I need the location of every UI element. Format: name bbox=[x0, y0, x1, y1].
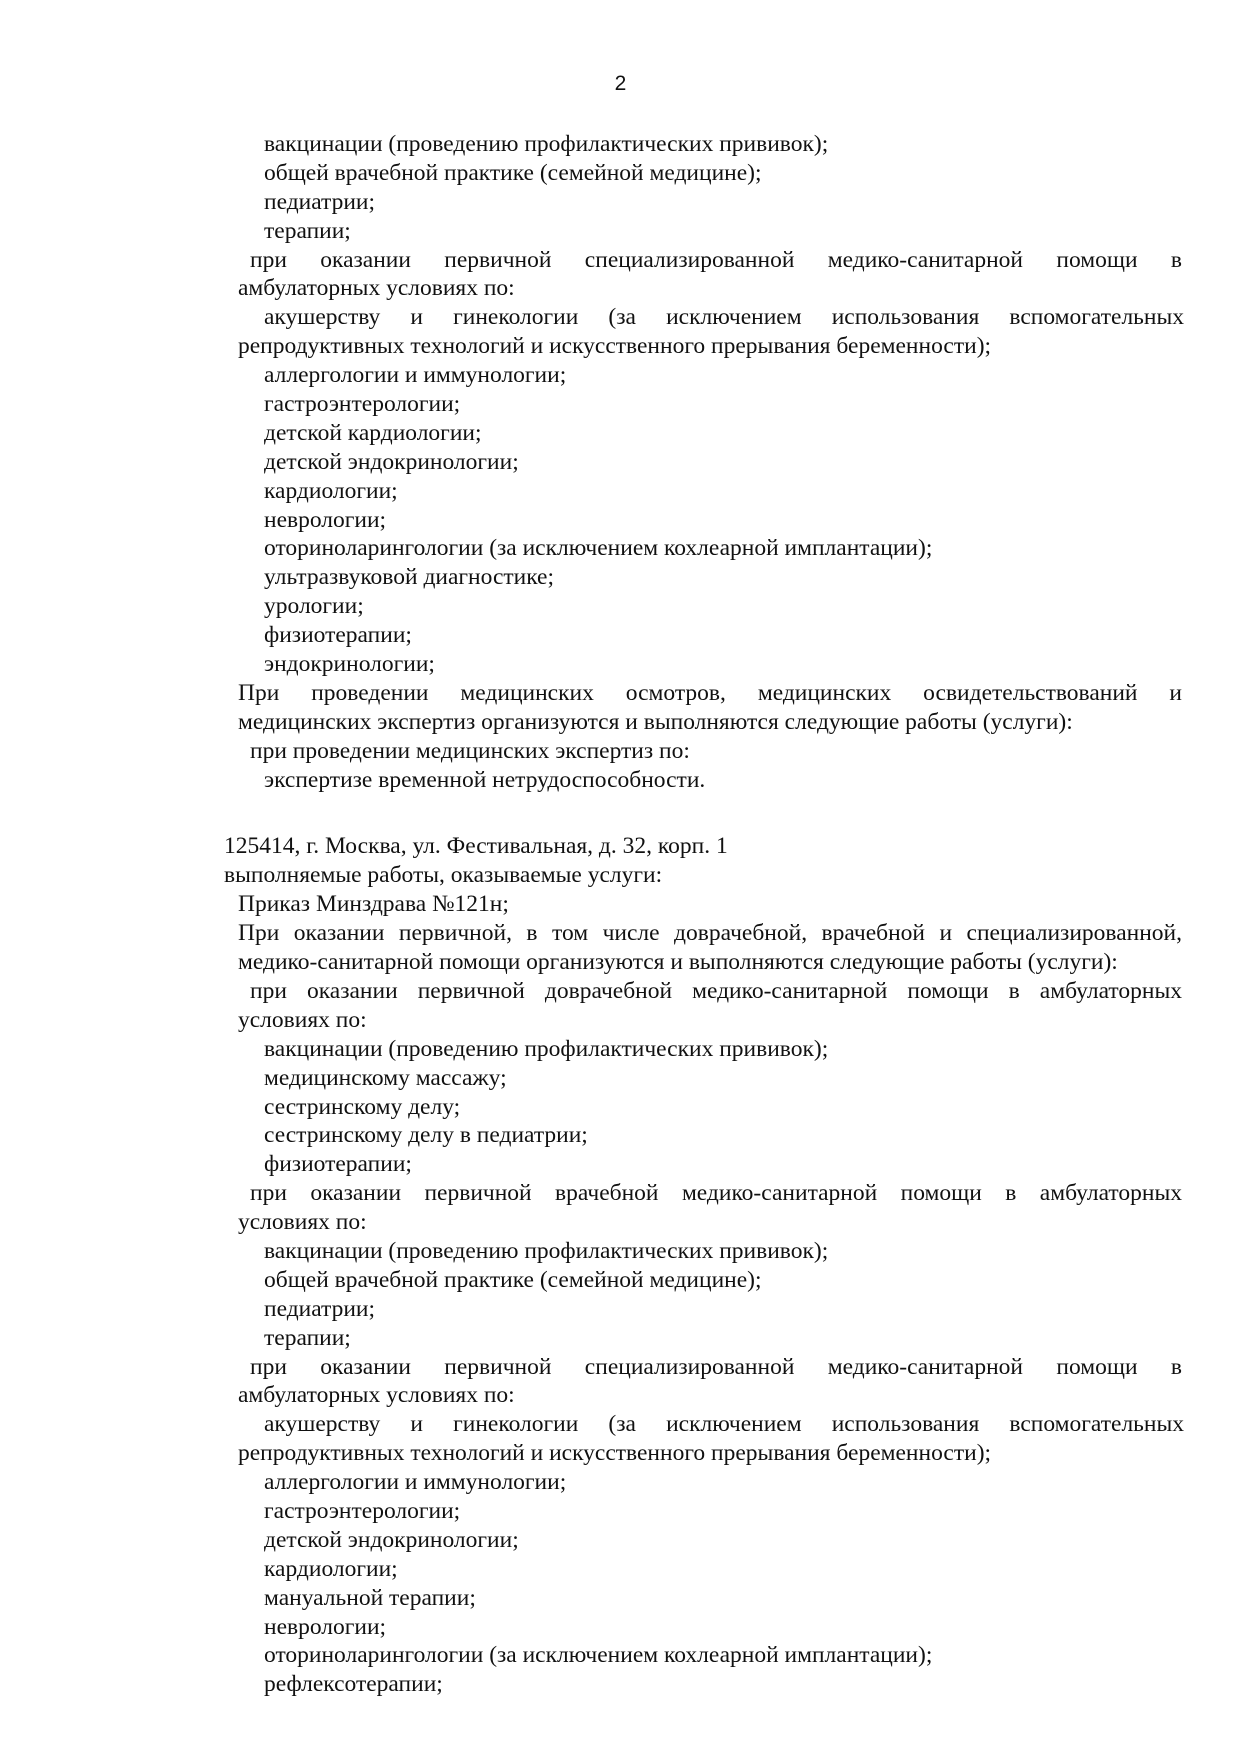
address-section bbox=[0, 832, 1241, 1699]
list-item: педиатрии; bbox=[264, 1295, 376, 1322]
section-heading-continued: медицинских экспертиз организуются и выполняются следующие работы (услуги): bbox=[238, 708, 1073, 735]
list-item: ультразвуковой диагностике; bbox=[264, 564, 555, 591]
list-item: гастроэнтерологии; bbox=[264, 1497, 461, 1524]
services-list-continued bbox=[0, 130, 1241, 794]
list-item: педиатрии; bbox=[264, 188, 376, 215]
list-item: терапии; bbox=[264, 217, 351, 244]
section-heading-continued: амбулаторных условиях по: bbox=[238, 275, 515, 302]
list-item: гастроэнтерологии; bbox=[264, 391, 461, 418]
list-item: медицинскому массажу; bbox=[264, 1064, 507, 1091]
subsection-heading-continued: условиях по: bbox=[238, 1006, 367, 1033]
list-item: эндокринологии; bbox=[264, 651, 435, 678]
subsection-heading-continued: условиях по: bbox=[238, 1209, 367, 1236]
list-item: вакцинации (проведению профилактических прививок); bbox=[264, 131, 829, 157]
list-item: детской эндокринологии; bbox=[264, 448, 519, 475]
list-item: экспертизе временной нетрудоспособности. bbox=[264, 766, 706, 793]
list-item: общей врачебной практике (семейной медицине); bbox=[264, 159, 762, 186]
list-item: сестринскому делу; bbox=[264, 1093, 461, 1120]
list-item: аллергологии и иммунологии; bbox=[264, 362, 567, 389]
document-body bbox=[0, 130, 1241, 1699]
subsection-heading: при оказании первичной врачебной медико-санитарной помощи в амбулаторных bbox=[250, 1180, 1182, 1207]
section-spacer bbox=[0, 794, 1241, 832]
subsection-heading: при оказании первичной доврачебной медико-санитарной помощи в амбулаторных bbox=[250, 977, 1182, 1004]
page-number: 2 bbox=[614, 72, 627, 95]
list-item: общей врачебной практике (семейной медицине); bbox=[264, 1266, 762, 1293]
list-item: урологии; bbox=[264, 593, 364, 620]
list-item: неврологии; bbox=[264, 1613, 387, 1640]
list-item: оториноларингологии (за исключением кохлеарной имплантации); bbox=[264, 535, 933, 562]
list-item: детской кардиологии; bbox=[264, 419, 482, 446]
list-item-continued: репродуктивных технологий и искусственного прерывания беременности); bbox=[238, 1440, 992, 1467]
list-item-continued: репродуктивных технологий и искусственного прерывания беременности); bbox=[238, 333, 992, 360]
section-heading: При проведении медицинских осмотров, медицинских освидетельствований и bbox=[238, 679, 1182, 706]
order-reference: Приказ Минздрава №121н; bbox=[238, 891, 509, 918]
subsection-heading: при проведении медицинских экспертиз по: bbox=[250, 737, 690, 764]
list-item: оториноларингологии (за исключением кохлеарной имплантации); bbox=[264, 1642, 933, 1669]
services-caption: выполняемые работы, оказываемые услуги: bbox=[224, 862, 663, 889]
list-item: мануальной терапии; bbox=[264, 1584, 476, 1611]
list-item: вакцинации (проведению профилактических прививок); bbox=[264, 1237, 829, 1264]
list-item: сестринскому делу в педиатрии; bbox=[264, 1122, 588, 1149]
section-heading: при оказании первичной специализированной медико-санитарной помощи в bbox=[250, 246, 1182, 273]
section-heading: При оказании первичной, в том числе доврачебной, врачебной и специализированной, bbox=[238, 920, 1182, 947]
list-item: акушерству и гинекологии (за исключением использования вспомогательных bbox=[264, 304, 1184, 331]
list-item: рефлексотерапии; bbox=[264, 1671, 443, 1698]
list-item: кардиологии; bbox=[264, 477, 398, 504]
list-item: терапии; bbox=[264, 1324, 351, 1351]
list-item: акушерству и гинекологии (за исключением использования вспомогательных bbox=[264, 1411, 1184, 1438]
list-item: вакцинации (проведению профилактических прививок); bbox=[264, 1035, 829, 1062]
address: 125414, г. Москва, ул. Фестивальная, д. 32, корп. 1 bbox=[224, 833, 728, 860]
list-item: неврологии; bbox=[264, 506, 387, 533]
list-item: аллергологии и иммунологии; bbox=[264, 1469, 567, 1496]
list-item: физиотерапии; bbox=[264, 1151, 412, 1178]
subsection-heading: при оказании первичной специализированной медико-санитарной помощи в bbox=[250, 1353, 1182, 1380]
subsection-heading-continued: амбулаторных условиях по: bbox=[238, 1382, 515, 1409]
list-item: физиотерапии; bbox=[264, 622, 412, 649]
list-item: кардиологии; bbox=[264, 1555, 398, 1582]
list-item: детской эндокринологии; bbox=[264, 1526, 519, 1553]
section-heading-continued: медико-санитарной помощи организуются и выполняются следующие работы (услуги): bbox=[238, 949, 1118, 976]
